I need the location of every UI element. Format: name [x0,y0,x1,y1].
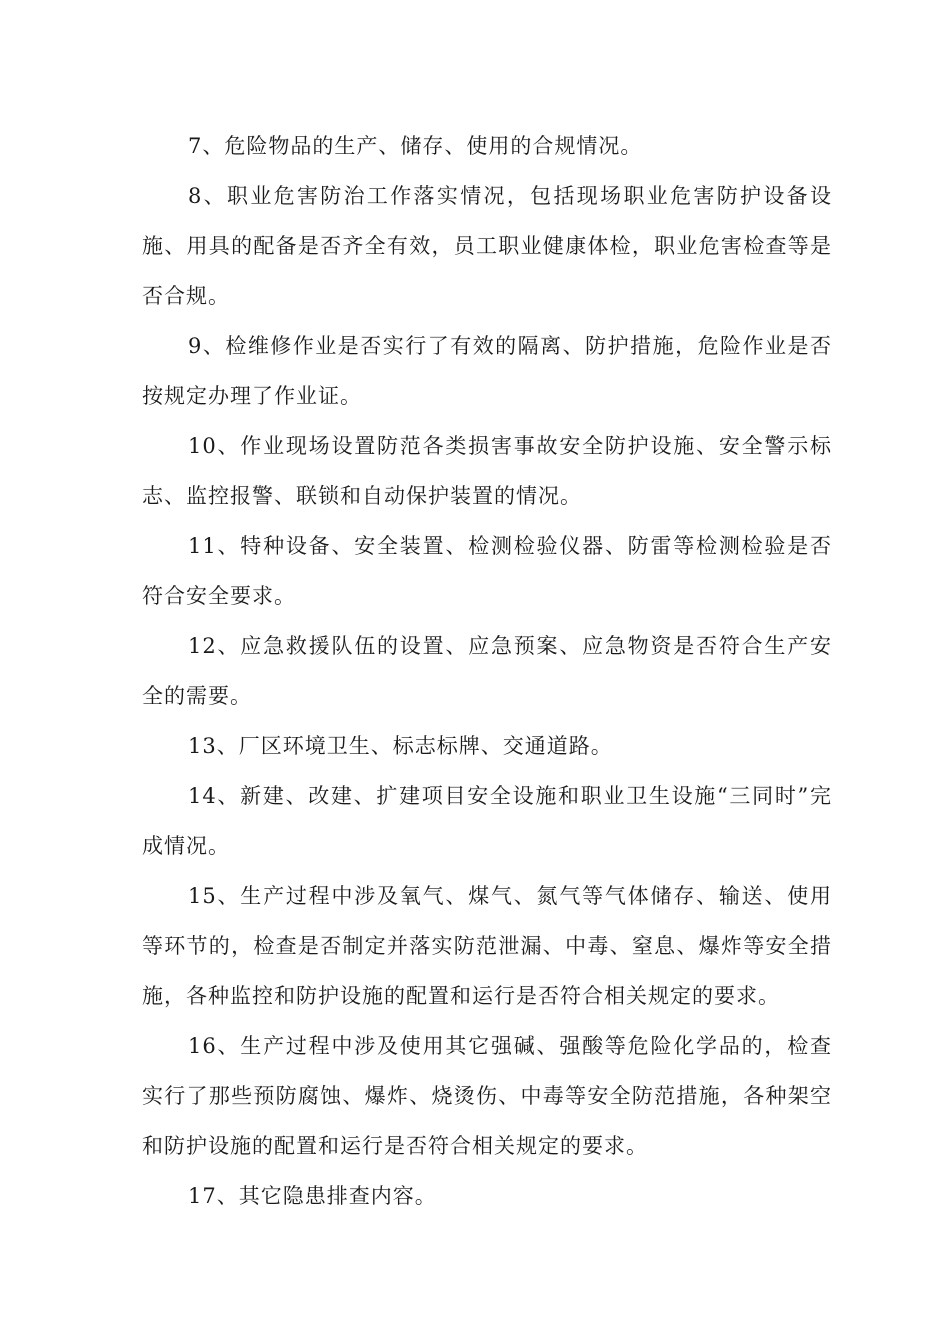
paragraph-item-13: 13、厂区环境卫生、标志标牌、交通道路。 [188,734,613,758]
paragraph-item-14: 14、新建、改建、扩建项目安全设施和职业卫生设施“三同时”完成情况。 [142,784,832,858]
paragraph-item-11: 11、特种设备、安全装置、检测检验仪器、防雷等检测检验是否符合安全要求。 [142,534,832,608]
paragraph-item-12: 12、应急救援队伍的设置、应急预案、应急物资是否符合生产安全的需要。 [142,634,832,708]
paragraph-item-7: 7、危险物品的生产、储存、使用的合规情况。 [188,134,643,158]
paragraph-item-17: 17、其它隐患排查内容。 [188,1184,437,1208]
paragraph-item-16: 16、生产过程中涉及使用其它强碱、强酸等危险化学品的，检查实行了那些预防腐蚀、爆炸、烧烫伤、中毒等安全防范措施，各种架空和防护设施的配置和运行是否符合相关规定的要求。 [142,1034,832,1158]
document-body [142,121,832,1221]
paragraph-item-15: 15、生产过程中涉及氧气、煤气、氮气等气体储存、输送、使用等环节的，检查是否制定并落实防范泄漏、中毒、窒息、爆炸等安全措施，各种监控和防护设施的配置和运行是否符合相关规定的要求。 [142,884,832,1008]
paragraph-item-9: 9、检维修作业是否实行了有效的隔离、防护措施，危险作业是否按规定办理了作业证。 [142,334,832,408]
paragraph-item-10: 10、作业现场设置防范各类损害事故安全防护设施、安全警示标志、监控报警、联锁和自动保护装置的情况。 [142,434,832,508]
paragraph-item-8: 8、职业危害防治工作落实情况，包括现场职业危害防护设备设施、用具的配备是否齐全有效，员工职业健康体检，职业危害检查等是否合规。 [142,184,832,308]
